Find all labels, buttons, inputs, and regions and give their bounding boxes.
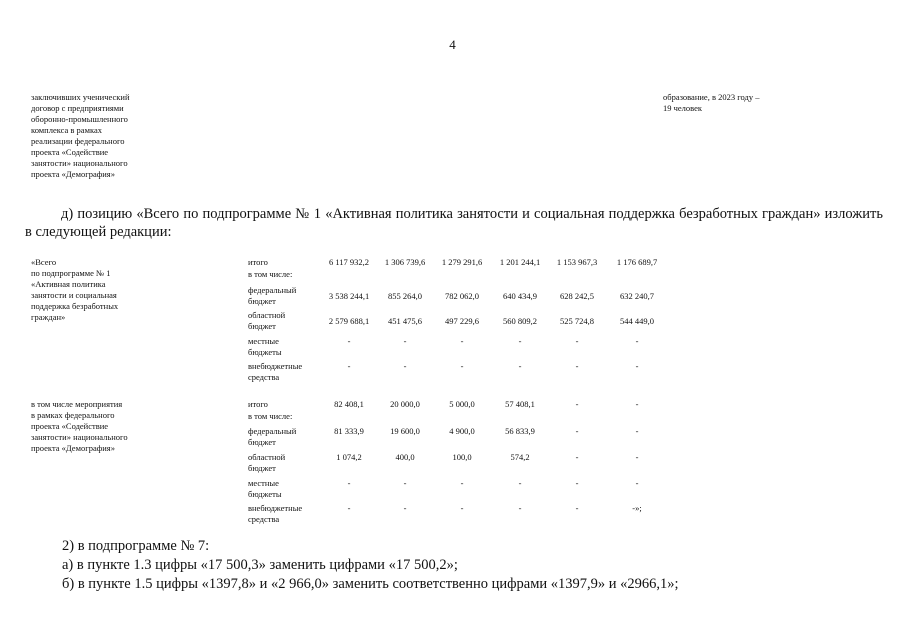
table-cell: 82 408,1 [334, 399, 364, 409]
text-line: бюджет [248, 321, 276, 331]
prev-table-left-text [31, 92, 171, 180]
table-cell: - [575, 399, 579, 409]
table-cell: - [460, 503, 464, 513]
table-cell: 525 724,8 [560, 316, 594, 326]
table-cell: 782 062,0 [445, 291, 479, 301]
table-cell: - [575, 426, 579, 436]
table-cell: 640 434,9 [503, 291, 537, 301]
table-cell: 632 240,7 [620, 291, 654, 301]
text-line: образование, в 2023 году – [663, 92, 760, 102]
text-line: занятости и социальная [31, 290, 117, 300]
table-cell: 56 833,9 [505, 426, 535, 436]
text-line: договор с предприятиями [31, 103, 124, 113]
table-cell: 574,2 [510, 452, 530, 462]
block2-label [31, 399, 181, 454]
table-cell: - [347, 336, 351, 346]
table-cell: 100,0 [452, 452, 472, 462]
table-cell: 1 279 291,6 [441, 257, 483, 267]
text-line: областной [248, 452, 286, 462]
text-line: средства [248, 514, 280, 524]
table-cell: - [635, 336, 639, 346]
row-label [248, 336, 323, 358]
table-cell: - [518, 361, 522, 371]
table-cell: - [518, 478, 522, 488]
text-line: бюджет [248, 296, 276, 306]
table-cell: 20 000,0 [390, 399, 420, 409]
row-label [248, 361, 323, 383]
instruction-paragraph: д) позицию «Всего по подпрограмме № 1 «Активная политика занятости и социальная поддержка безработных граждан» изложить в следующей редакции: [25, 206, 883, 240]
table-cell: 6 117 932,2 [328, 257, 370, 267]
table-cell: -»; [632, 503, 642, 513]
text-line: местные [248, 478, 279, 488]
page-number: 4 [449, 37, 456, 52]
text-line: бюджеты [248, 489, 282, 499]
row-label [248, 452, 323, 474]
text-line: бюджет [248, 463, 276, 473]
text-line: областной [248, 310, 286, 320]
table-cell: 544 449,0 [620, 316, 654, 326]
table-cell: - [403, 503, 407, 513]
text-line: местные [248, 336, 279, 346]
table-cell: - [460, 478, 464, 488]
text-line: внебюджетные [248, 503, 303, 513]
text-line: заключивших ученический [31, 92, 130, 102]
row-label: в том числе: [248, 411, 293, 421]
table-cell: 4 900,0 [449, 426, 475, 436]
table-cell: - [403, 336, 407, 346]
text-line: по подпрограмме № 1 [31, 268, 111, 278]
table-cell: 5 000,0 [449, 399, 475, 409]
row-label [248, 478, 323, 500]
table-cell: - [575, 503, 579, 513]
table-cell: - [460, 361, 464, 371]
text-line: проекта «Демография» [31, 443, 115, 453]
prev-table-right-text [663, 92, 813, 114]
table-cell: 57 408,1 [505, 399, 535, 409]
text-line: «Активная политика [31, 279, 106, 289]
table-cell: - [575, 361, 579, 371]
table-cell: 81 333,9 [334, 426, 364, 436]
table-cell: 1 074,2 [336, 452, 362, 462]
table-cell: 497 229,6 [445, 316, 479, 326]
table-cell: - [635, 426, 639, 436]
table-cell: 3 538 244,1 [328, 291, 370, 301]
table-cell: - [347, 478, 351, 488]
row-label [248, 310, 323, 332]
text-line: проекта «Содействие [31, 421, 109, 431]
table-cell: - [635, 399, 639, 409]
text-line: «Всего [31, 257, 57, 267]
row-label: итого [248, 399, 268, 409]
table-cell: 1 306 739,6 [384, 257, 426, 267]
text-line: федеральный [248, 426, 297, 436]
table-cell: 560 809,2 [503, 316, 537, 326]
text-line: проекта «Демография» [31, 169, 115, 179]
table-cell: - [635, 452, 639, 462]
table-cell: - [575, 452, 579, 462]
paragraph-line: б) в пункте 1.5 цифры «1397,8» и «2 966,0» заменить соответственно цифрами «1397,9» и «2966,1»; [62, 576, 679, 592]
text-line: комплекса в рамках [31, 125, 102, 135]
table-cell: - [575, 478, 579, 488]
table-cell: 1 153 967,3 [556, 257, 598, 267]
table-cell: - [575, 336, 579, 346]
table-cell: 19 600,0 [390, 426, 420, 436]
text-line: граждан» [31, 312, 66, 322]
text-line: оборонно-промышленного [31, 114, 128, 124]
table-cell: 451 475,6 [388, 316, 422, 326]
table-cell: - [347, 503, 351, 513]
paragraph-line: 2) в подпрограмме № 7: [62, 538, 210, 554]
text-line: занятости» национального [31, 432, 128, 442]
row-label [248, 426, 323, 448]
text-line: поддержка безработных [31, 301, 119, 311]
text-line: средства [248, 372, 280, 382]
block1-label [31, 257, 181, 323]
text-line: занятости» национального [31, 158, 128, 168]
text-line: проекта «Содействие [31, 147, 109, 157]
table-cell: - [518, 336, 522, 346]
table-cell: 855 264,0 [388, 291, 422, 301]
table-cell: - [635, 478, 639, 488]
table-cell: - [403, 478, 407, 488]
text-line: бюджеты [248, 347, 282, 357]
row-label [248, 285, 323, 307]
row-label [248, 503, 323, 525]
table-cell: 628 242,5 [560, 291, 594, 301]
text-line: в рамках федерального [31, 410, 115, 420]
table-cell: - [460, 336, 464, 346]
text-line: реализации федерального [31, 136, 125, 146]
text-line: 19 человек [663, 103, 703, 113]
table-cell: 400,0 [395, 452, 415, 462]
row-label: в том числе: [248, 269, 293, 279]
table-cell: - [635, 361, 639, 371]
table-cell: - [518, 503, 522, 513]
row-label: итого [248, 257, 268, 267]
text-line: внебюджетные [248, 361, 303, 371]
text-line: федеральный [248, 285, 297, 295]
table-cell: 1 201 244,1 [499, 257, 541, 267]
table-cell: 1 176 689,7 [616, 257, 658, 267]
table-cell: - [403, 361, 407, 371]
text-line: в том числе мероприятия [31, 399, 123, 409]
table-cell: 2 579 688,1 [328, 316, 370, 326]
text-line: бюджет [248, 437, 276, 447]
table-cell: - [347, 361, 351, 371]
paragraph-line: а) в пункте 1.3 цифры «17 500,3» заменить цифрами «17 500,2»; [62, 557, 458, 573]
